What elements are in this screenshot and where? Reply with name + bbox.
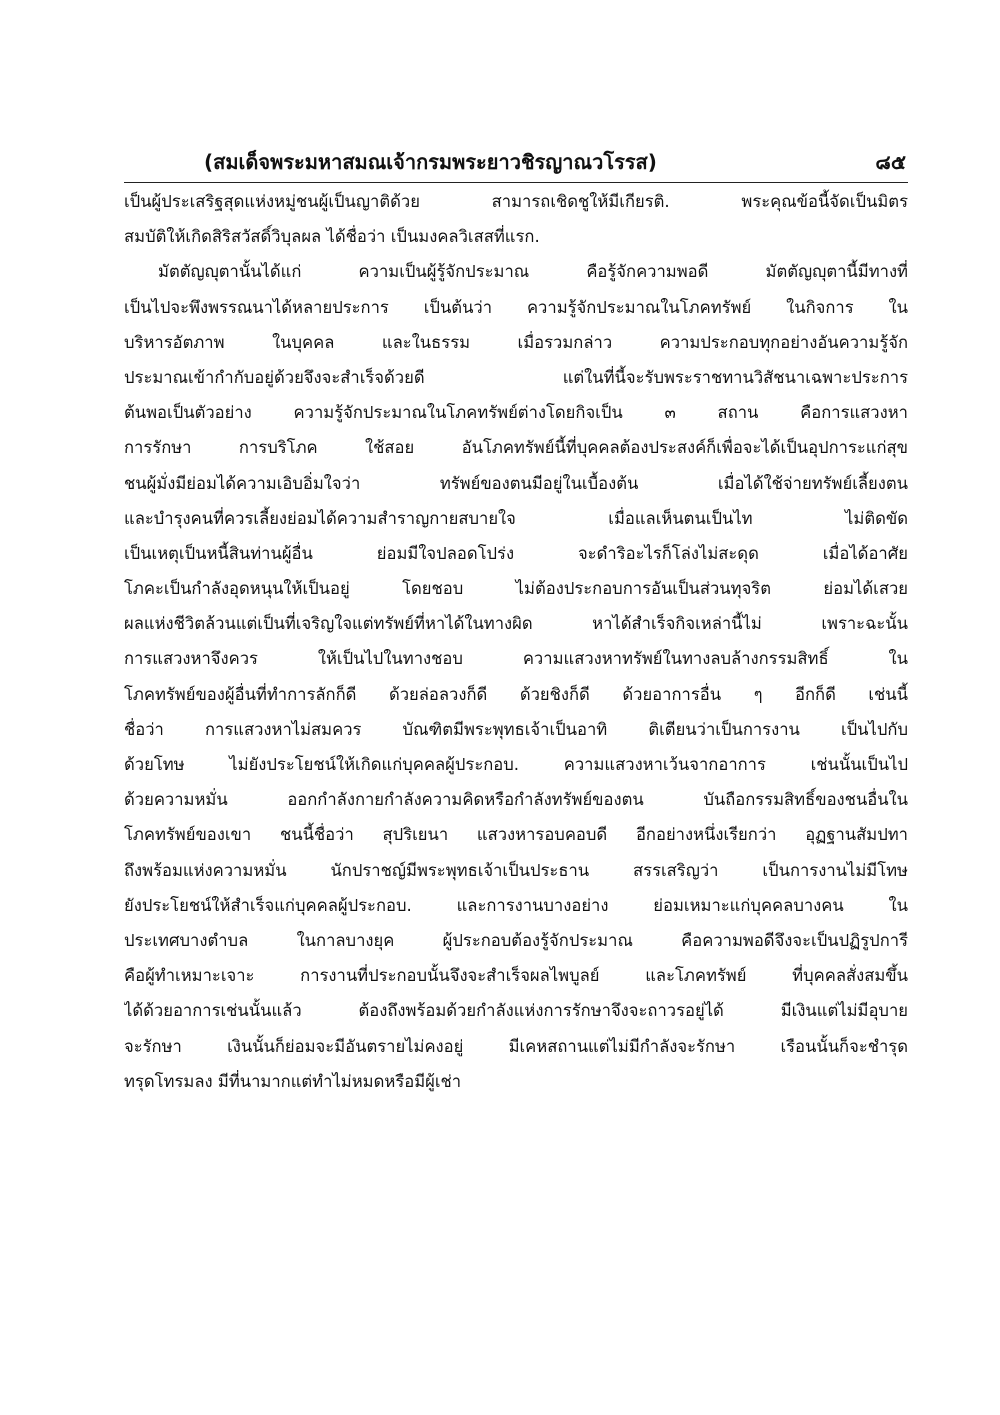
body-text xyxy=(124,184,908,1099)
text-line: บริหารอัตภาพ ในบุคคล และในธรรม เมื่อรวมกล่าว ความประกอบทุกอย่างอันความรู้จัก xyxy=(124,332,908,352)
text-line: ประเทศบางตำบล ในกาลบางยุค ผู้ประกอบต้องรู้จักประมาณ คือความพอดีจึงจะเป็นปฏิรูปการี xyxy=(124,930,908,950)
text-line: การรักษา การบริโภค ใช้สอย อันโภคทรัพย์นี้ที่บุคคลต้องประสงค์ก็เพื่อจะได้เป็นอุปการะแก่สุข xyxy=(124,438,908,458)
text-line: ประมาณเข้ากำกับอยู่ด้วยจึงจะสำเร็จด้วยดี แต่ในที่นี้จะรับพระราชทานวิสัชนาเฉพาะประการ xyxy=(124,367,908,387)
text-line: ด้วยโทษ ไม่ยังประโยชน์ให้เกิดแก่บุคคลผู้ประกอบ. ความแสวงหาเว้นจากอาการ เช่นนั้นเป็นไป xyxy=(124,755,908,774)
text-line: โภคทรัพย์ของเขา ชนนี้ชื่อว่า สุปริเยนา แสวงหารอบคอบดี อีกอย่างหนึ่งเรียกว่า อุฏฐานสัมปทา xyxy=(124,825,908,845)
text-line: เป็นไปจะพึงพรรณนาได้หลายประการ เป็นต้นว่า ความรู้จักประมาณในโภคทรัพย์ ในกิจการ ใน xyxy=(124,297,908,317)
text-line: เป็นผู้ประเสริฐสุดแห่งหมู่ชนผู้เป็นญาติด้วย สามารถเชิดชูให้มีเกียรติ. พระคุณข้อนี้จัดเป็นมิตร xyxy=(124,192,908,211)
page-number: ๘๕ xyxy=(875,150,906,174)
text-line: เป็นเหตุเป็นหนี้สินท่านผู้อื่น ย่อมมีใจปลอดโปร่ง จะดำริอะไรก็โล่งไม่สะดุด เมื่อได้อาศัย xyxy=(124,543,908,563)
text-line: คือผู้ทำเหมาะเจาะ การงานที่ประกอบนั้นจึงจะสำเร็จผลไพบูลย์ และโภคทรัพย์ ที่บุคคลสั่งสมขึ้น xyxy=(124,966,908,986)
page-header xyxy=(124,146,908,183)
text-line: ชื่อว่า การแสวงหาไม่สมควร บัณฑิตมีพระพุทธเจ้าเป็นอาทิ ติเตียนว่าเป็นการงาน เป็นไปกับ xyxy=(124,719,908,739)
text-line: มัตตัญญุตานั้นได้แก่ ความเป็นผู้รู้จักประมาณ คือรู้จักความพอดี มัตตัญญุตานี้มีทางที่ xyxy=(158,262,908,282)
running-title: (สมเด็จพระมหาสมณเจ้ากรมพระยาวชิรญาณวโรรส) xyxy=(204,150,657,174)
text-line: ทรุดโทรมลง มีที่นามากแต่ทำไม่หมดหรือมีผู้เช่า xyxy=(124,1071,462,1091)
text-line: ยังประโยชน์ให้สำเร็จแก่บุคคลผู้ประกอบ. และการงานบางอย่าง ย่อมเหมาะแก่บุคคลบางคน ใน xyxy=(124,895,908,915)
text-line: โภคะเป็นกำลังอุดหนุนให้เป็นอยู่ โดยชอบ ไม่ต้องประกอบการอันเป็นส่วนทุจริต ย่อมได้เสวย xyxy=(124,579,908,599)
text-line: สมบัติให้เกิดสิริสวัสดิ์วิบุลผล ได้ชื่อว่า เป็นมงคลวิเสสที่แรก. xyxy=(124,227,540,247)
text-line: การแสวงหาจึงควร ให้เป็นไปในทางชอบ ความแสวงหาทรัพย์ในทางลบล้างกรรมสิทธิ์ ใน xyxy=(124,649,908,669)
text-line: ได้ด้วยอาการเช่นนั้นแล้ว ต้องถึงพร้อมด้วยกำลังแห่งการรักษาจึงจะถาวรอยู่ได้ มีเงินแต่ไม่มีอุบาย xyxy=(124,1001,908,1021)
text-line: ต้นพอเป็นตัวอย่าง ความรู้จักประมาณในโภคทรัพย์ต่างโดยกิจเป็น ๓ สถาน คือการแสวงหา xyxy=(124,403,908,423)
text-line: โภคทรัพย์ของผู้อื่นที่ทำการลักก็ดี ด้วยล่อลวงก็ดี ด้วยชิงก็ดี ด้วยอาการอื่น ๆ อีกก็ดี เช่นนี้ xyxy=(124,684,908,704)
text-line: ด้วยความหมั่น ออกกำลังกายกำลังความคิดหรือกำลังทรัพย์ของตน บันถือกรรมสิทธิ์ของชนอื่นใน xyxy=(124,790,908,810)
text-line: และบำรุงคนที่ควรเลี้ยงย่อมได้ความสำราญกายสบายใจ เมื่อแลเห็นตนเป็นไท ไม่ติดขัด xyxy=(124,508,908,528)
text-line: ถึงพร้อมแห่งความหมั่น นักปราชญ์มีพระพุทธเจ้าเป็นประธาน สรรเสริญว่า เป็นการงานไม่มีโทษ xyxy=(124,860,908,880)
text-line: ผลแห่งชีวิตล้วนแต่เป็นที่เจริญใจแต่ทรัพย์ที่หาได้ในทางผิด หาได้สำเร็จกิจเหล่านี้ไม่ เพราะฉะนั้น xyxy=(124,614,908,634)
text-line: จะรักษา เงินนั้นก็ย่อมจะมีอันตรายไม่คงอยู่ มีเคหสถานแต่ไม่มีกำลังจะรักษา เรือนนั้นก็จะชำรุด xyxy=(124,1036,908,1056)
text-line: ชนผู้มั่งมีย่อมได้ความเอิบอิ่มใจว่า ทรัพย์ของตนมีอยู่ในเบื้องต้น เมื่อได้ใช้จ่ายทรัพย์เลี้ยงตน xyxy=(124,473,908,493)
